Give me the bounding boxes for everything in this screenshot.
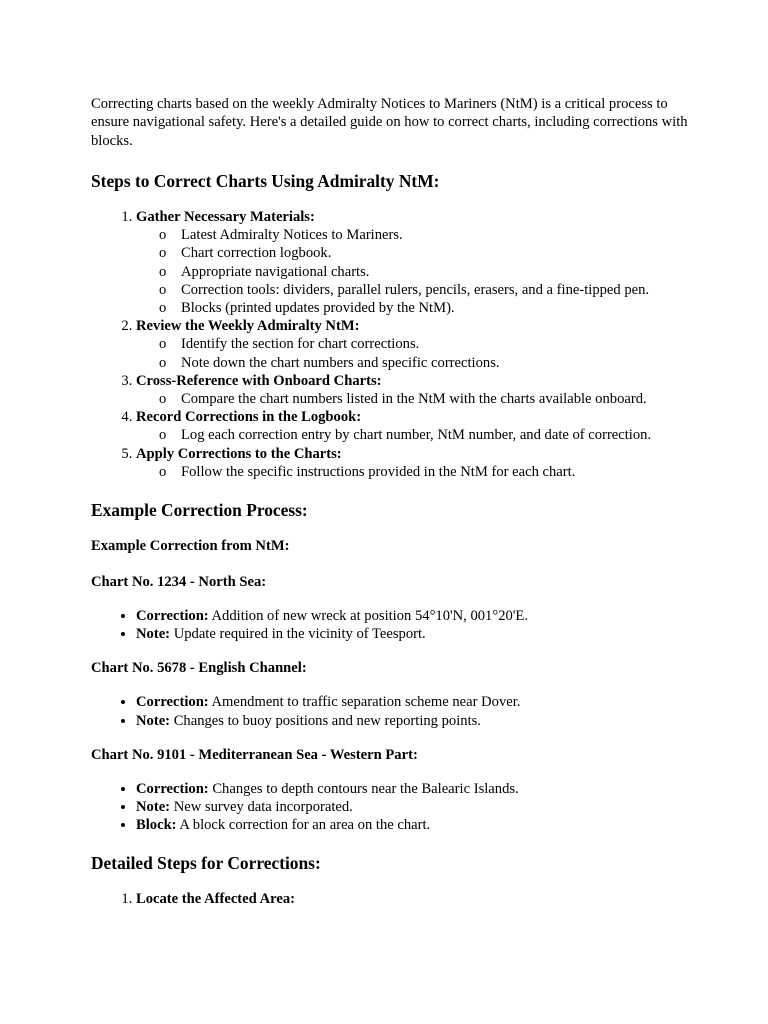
sublist-item: o Chart correction logbook.	[181, 244, 691, 262]
chart-entry	[136, 780, 691, 798]
step-item	[136, 372, 691, 408]
sublist-item: o Compare the chart numbers listed in the NtM with the charts available onboard.	[181, 390, 691, 408]
sublist-item: o Identify the section for chart corrections.	[181, 335, 691, 353]
detailed-steps-list	[91, 890, 691, 908]
chart-heading: Chart No. 9101 - Mediterranean Sea - Western Part:	[91, 746, 418, 763]
entry-text: Changes to depth contours near the Balearic Islands.	[208, 780, 519, 797]
entry-label: Block:	[136, 817, 177, 834]
entry-text: Addition of new wreck at position 54°10'N, 001°20'E.	[208, 607, 528, 624]
entry-label: Note:	[136, 712, 171, 729]
entry-label: Correction:	[136, 607, 209, 624]
document-page	[91, 95, 691, 909]
step-title: Locate the Affected Area:	[136, 891, 295, 908]
sublist-item: o Appropriate navigational charts.	[181, 263, 691, 281]
chart-heading: Chart No. 5678 - English Channel:	[91, 660, 307, 677]
detailed-heading: Detailed Steps for Corrections:	[91, 853, 321, 874]
sublist-item: o Correction tools: dividers, parallel rulers, pencils, erasers, and a fine-tipped pen.	[181, 281, 691, 299]
entry-text: Update required in the vicinity of Teesport.	[170, 626, 426, 643]
step-title: Record Corrections in the Logbook:	[136, 409, 362, 426]
chart-entry	[136, 693, 691, 711]
sublist-item: o Latest Admiralty Notices to Mariners.	[181, 226, 691, 244]
step-title: Review the Weekly Admiralty NtM:	[136, 318, 360, 335]
chart-entries	[91, 780, 691, 835]
sublist-item: o Blocks (printed updates provided by the NtM).	[181, 299, 691, 317]
step-sublist	[136, 463, 691, 481]
chart-heading: Chart No. 1234 - North Sea:	[91, 573, 267, 590]
chart-entry	[136, 798, 691, 816]
chart-entry	[136, 712, 691, 730]
step-sublist	[136, 390, 691, 408]
sublist-item: o Follow the specific instructions provided in the NtM for each chart.	[181, 463, 691, 481]
step-sublist	[136, 426, 691, 444]
entry-text: Changes to buoy positions and new reporting points.	[170, 712, 481, 729]
step-item	[136, 890, 691, 908]
chart-entry	[136, 816, 691, 834]
entry-text: New survey data incorporated.	[170, 798, 353, 815]
step-item	[136, 408, 691, 444]
entry-label: Note:	[136, 798, 171, 815]
step-title: Gather Necessary Materials:	[136, 208, 315, 225]
step-item	[136, 317, 691, 372]
intro-paragraph: Correcting charts based on the weekly Admiralty Notices to Mariners (NtM) is a critical process to ensure navigational safety. Here's a detailed guide on how to correct charts, including corrections with blocks.	[91, 96, 688, 149]
step-title: Cross-Reference with Onboard Charts:	[136, 372, 382, 389]
steps-heading: Steps to Correct Charts Using Admiralty NtM:	[91, 170, 440, 191]
entry-label: Correction:	[136, 780, 209, 797]
entry-label: Correction:	[136, 694, 209, 711]
example-subheading: Example Correction from NtM:	[91, 537, 290, 554]
steps-list	[91, 208, 691, 481]
entry-text: A block correction for an area on the chart.	[176, 817, 431, 834]
example-heading: Example Correction Process:	[91, 499, 308, 520]
chart-entry	[136, 625, 691, 643]
step-sublist	[136, 335, 691, 371]
entry-label: Note:	[136, 626, 171, 643]
sublist-item: o Log each correction entry by chart number, NtM number, and date of correction.	[181, 426, 691, 444]
sublist-item: o Note down the chart numbers and specific corrections.	[181, 354, 691, 372]
chart-entry	[136, 607, 691, 625]
chart-entries	[91, 607, 691, 643]
step-title: Apply Corrections to the Charts:	[136, 445, 342, 462]
entry-text: Amendment to traffic separation scheme near Dover.	[208, 694, 521, 711]
step-item	[136, 208, 691, 317]
step-sublist	[136, 226, 691, 317]
chart-entries	[91, 693, 691, 729]
step-item	[136, 445, 691, 481]
